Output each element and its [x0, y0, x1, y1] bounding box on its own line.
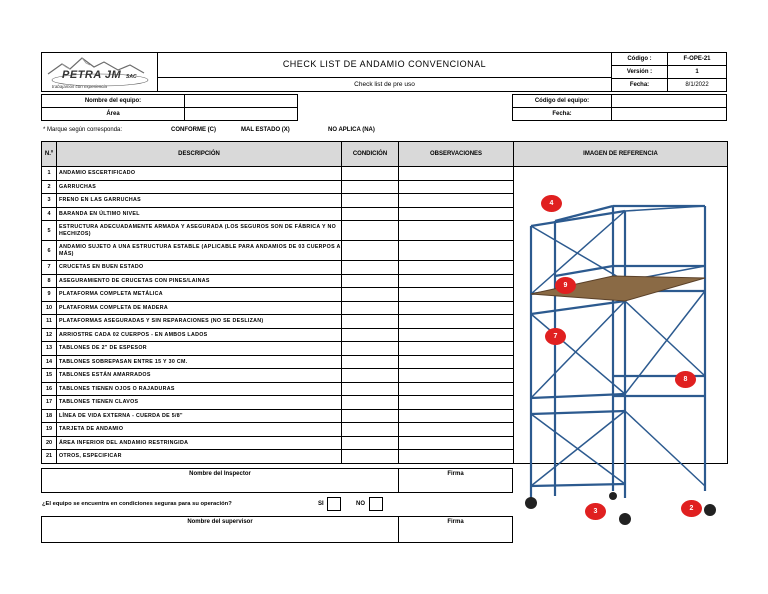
- marker-2-icon: 2: [681, 500, 702, 517]
- page-title: CHECK LIST DE ANDAMIO CONVENCIONAL: [282, 59, 487, 69]
- row-number: 5: [42, 221, 57, 241]
- condition-cell[interactable]: [342, 328, 399, 342]
- condition-cell[interactable]: [342, 355, 399, 369]
- row-number: 11: [42, 315, 57, 329]
- row-description: ANDAMIO SUJETO A UNA ESTRUCTURA ESTABLE (APLICABLE PARA ANDAMIOS DE 03 CUERPOS A MÁS): [57, 241, 342, 261]
- row-number: 10: [42, 301, 57, 315]
- info-fecha-label: Fecha:: [552, 111, 572, 117]
- condition-cell[interactable]: [342, 423, 399, 437]
- page-subtitle: Check list de pre uso: [354, 81, 415, 88]
- row-number: 19: [42, 423, 57, 437]
- row-description: TABLONES DE 2" DE ESPESOR: [57, 342, 342, 356]
- row-number: 20: [42, 436, 57, 450]
- row-description: ESTRUCTURA ADECUADAMENTE ARMADA Y ASEGURADA (LOS SEGUROS SON DE FÁBRICA Y NO HECHIZOS): [57, 221, 342, 241]
- legend-no-aplica: NO APLICA (NA): [328, 127, 375, 133]
- row-number: 21: [42, 450, 57, 464]
- observations-cell[interactable]: [399, 423, 514, 437]
- company-name: PETRA JM: [62, 69, 122, 81]
- col-header-observaciones: OBSERVACIONES: [399, 142, 514, 167]
- codigo-equipo-field[interactable]: [611, 94, 727, 108]
- observations-cell[interactable]: [399, 382, 514, 396]
- condition-cell[interactable]: [342, 274, 399, 288]
- row-number: 15: [42, 369, 57, 383]
- inspector-firma-label: Firma: [447, 471, 464, 477]
- scaffold-reference-image: [513, 166, 727, 543]
- row-number: 4: [42, 207, 57, 221]
- row-number: 6: [42, 241, 57, 261]
- observations-cell[interactable]: [399, 241, 514, 261]
- condition-cell[interactable]: [342, 301, 399, 315]
- row-description: GARRUCHAS: [57, 180, 342, 194]
- row-description: ÁREA INFERIOR DEL ANDAMIO RESTRINGIDA: [57, 436, 342, 450]
- row-description: TABLONES SOBREPASAN ENTRE 15 Y 30 CM.: [57, 355, 342, 369]
- observations-cell[interactable]: [399, 436, 514, 450]
- condition-cell[interactable]: [342, 369, 399, 383]
- observations-cell[interactable]: [399, 450, 514, 464]
- no-label: NO: [356, 501, 365, 507]
- condition-cell[interactable]: [342, 450, 399, 464]
- condition-cell[interactable]: [342, 194, 399, 208]
- observations-cell[interactable]: [399, 355, 514, 369]
- condition-cell[interactable]: [342, 382, 399, 396]
- area-label: Área: [106, 111, 120, 117]
- row-description: ANDAMIO ESCERTIFICADO: [57, 167, 342, 181]
- row-description: TARJETA DE ANDAMIO: [57, 423, 342, 437]
- col-header-num: N.º: [42, 142, 57, 167]
- condition-cell[interactable]: [342, 180, 399, 194]
- inspector-label: Nombre del Inspector: [189, 471, 251, 477]
- row-description: ASEGURAMIENTO DE CRUCETAS CON PINES/LAINAS: [57, 274, 342, 288]
- version-label: Versión :: [626, 69, 653, 75]
- nombre-equipo-label: Nombre del equipo:: [84, 98, 142, 104]
- col-header-imagen: IMAGEN DE REFERENCIA: [514, 142, 728, 167]
- row-description: TABLONES TIENEN OJOS O RAJADURAS: [57, 382, 342, 396]
- condition-cell[interactable]: [342, 207, 399, 221]
- row-number: 1: [42, 167, 57, 181]
- row-description: TABLONES ESTÁN AMARRADOS: [57, 369, 342, 383]
- legend-conforme: CONFORME (C): [171, 127, 216, 133]
- marker-3-icon: 3: [585, 503, 606, 520]
- observations-cell[interactable]: [399, 194, 514, 208]
- row-description: OTROS, ESPECIFICAR: [57, 450, 342, 464]
- marker-4-icon: 4: [541, 195, 562, 212]
- row-description: CRUCETAS EN BUEN ESTADO: [57, 261, 342, 275]
- observations-cell[interactable]: [399, 274, 514, 288]
- fecha-value: 8/1/2022: [685, 82, 709, 88]
- row-number: 18: [42, 409, 57, 423]
- condition-cell[interactable]: [342, 436, 399, 450]
- observations-cell[interactable]: [399, 315, 514, 329]
- no-checkbox[interactable]: [369, 497, 383, 511]
- marker-7-icon: 7: [545, 328, 566, 345]
- observations-cell[interactable]: [399, 288, 514, 302]
- row-number: 14: [42, 355, 57, 369]
- supervisor-firma-label: Firma: [447, 519, 464, 525]
- fecha-label: Fecha:: [629, 82, 650, 88]
- row-description: PLATAFORMA COMPLETA DE MADERA: [57, 301, 342, 315]
- row-description: ARRIOSTRE CADA 02 CUERPOS - EN AMBOS LADOS: [57, 328, 342, 342]
- row-number: 2: [42, 180, 57, 194]
- condition-cell[interactable]: [342, 396, 399, 410]
- observations-cell[interactable]: [399, 167, 514, 181]
- nombre-equipo-field[interactable]: [184, 94, 298, 108]
- condition-cell[interactable]: [342, 409, 399, 423]
- safety-question: ¿El equipo se encuentra en condiciones seguras para su operación?: [42, 501, 232, 507]
- observations-cell[interactable]: [399, 301, 514, 315]
- marker-8-icon: 8: [675, 371, 696, 388]
- company-slogan: trabajamos con experiencia: [52, 84, 108, 89]
- observations-cell[interactable]: [399, 409, 514, 423]
- condition-cell[interactable]: [342, 288, 399, 302]
- observations-cell[interactable]: [399, 328, 514, 342]
- condition-cell[interactable]: [342, 261, 399, 275]
- table-header-row: [42, 142, 728, 167]
- row-number: 17: [42, 396, 57, 410]
- company-suffix: SAC: [126, 74, 137, 80]
- si-checkbox[interactable]: [327, 497, 341, 511]
- observations-cell[interactable]: [399, 180, 514, 194]
- row-description: TABLONES TIENEN CLAVOS: [57, 396, 342, 410]
- observations-cell[interactable]: [399, 396, 514, 410]
- supervisor-label: Nombre del supervisor: [187, 519, 253, 525]
- codigo-value: F-OPE-21: [683, 56, 711, 62]
- row-description: PLATAFORMAS ASEGURADAS Y SIN REPARACIONES (NO SE DESLIZAN): [57, 315, 342, 329]
- observations-cell[interactable]: [399, 221, 514, 241]
- row-number: 9: [42, 288, 57, 302]
- observations-cell[interactable]: [399, 342, 514, 356]
- condition-cell[interactable]: [342, 221, 399, 241]
- condition-cell[interactable]: [342, 315, 399, 329]
- codigo-equipo-label: Código del equipo:: [534, 98, 590, 104]
- row-number: 16: [42, 382, 57, 396]
- area-field[interactable]: [184, 107, 298, 121]
- row-number: 3: [42, 194, 57, 208]
- legend-instruction: * Marque según corresponda:: [43, 127, 123, 133]
- version-value: 1: [695, 69, 699, 75]
- row-number: 7: [42, 261, 57, 275]
- row-description: BARANDA EN ÚLTIMO NIVEL: [57, 207, 342, 221]
- row-description: LÍNEA DE VIDA EXTERNA - CUERDA DE 5/8": [57, 409, 342, 423]
- col-header-descripcion: DESCRIPCIÓN: [57, 142, 342, 167]
- marker-9-icon: 9: [555, 277, 576, 294]
- row-description: PLATAFORMA COMPLETA METÁLICA: [57, 288, 342, 302]
- condition-cell[interactable]: [342, 342, 399, 356]
- row-number: 12: [42, 328, 57, 342]
- row-description: FRENO EN LAS GARRUCHAS: [57, 194, 342, 208]
- info-fecha-field[interactable]: [611, 107, 727, 121]
- legend-mal-estado: MAL ESTADO (X): [241, 127, 290, 133]
- observations-cell[interactable]: [399, 369, 514, 383]
- condition-cell[interactable]: [342, 167, 399, 181]
- codigo-label: Código :: [627, 56, 652, 62]
- si-label: SI: [318, 501, 324, 507]
- row-number: 8: [42, 274, 57, 288]
- row-number: 13: [42, 342, 57, 356]
- observations-cell[interactable]: [399, 207, 514, 221]
- condition-cell[interactable]: [342, 241, 399, 261]
- col-header-condicion: CONDICIÓN: [342, 142, 399, 167]
- observations-cell[interactable]: [399, 261, 514, 275]
